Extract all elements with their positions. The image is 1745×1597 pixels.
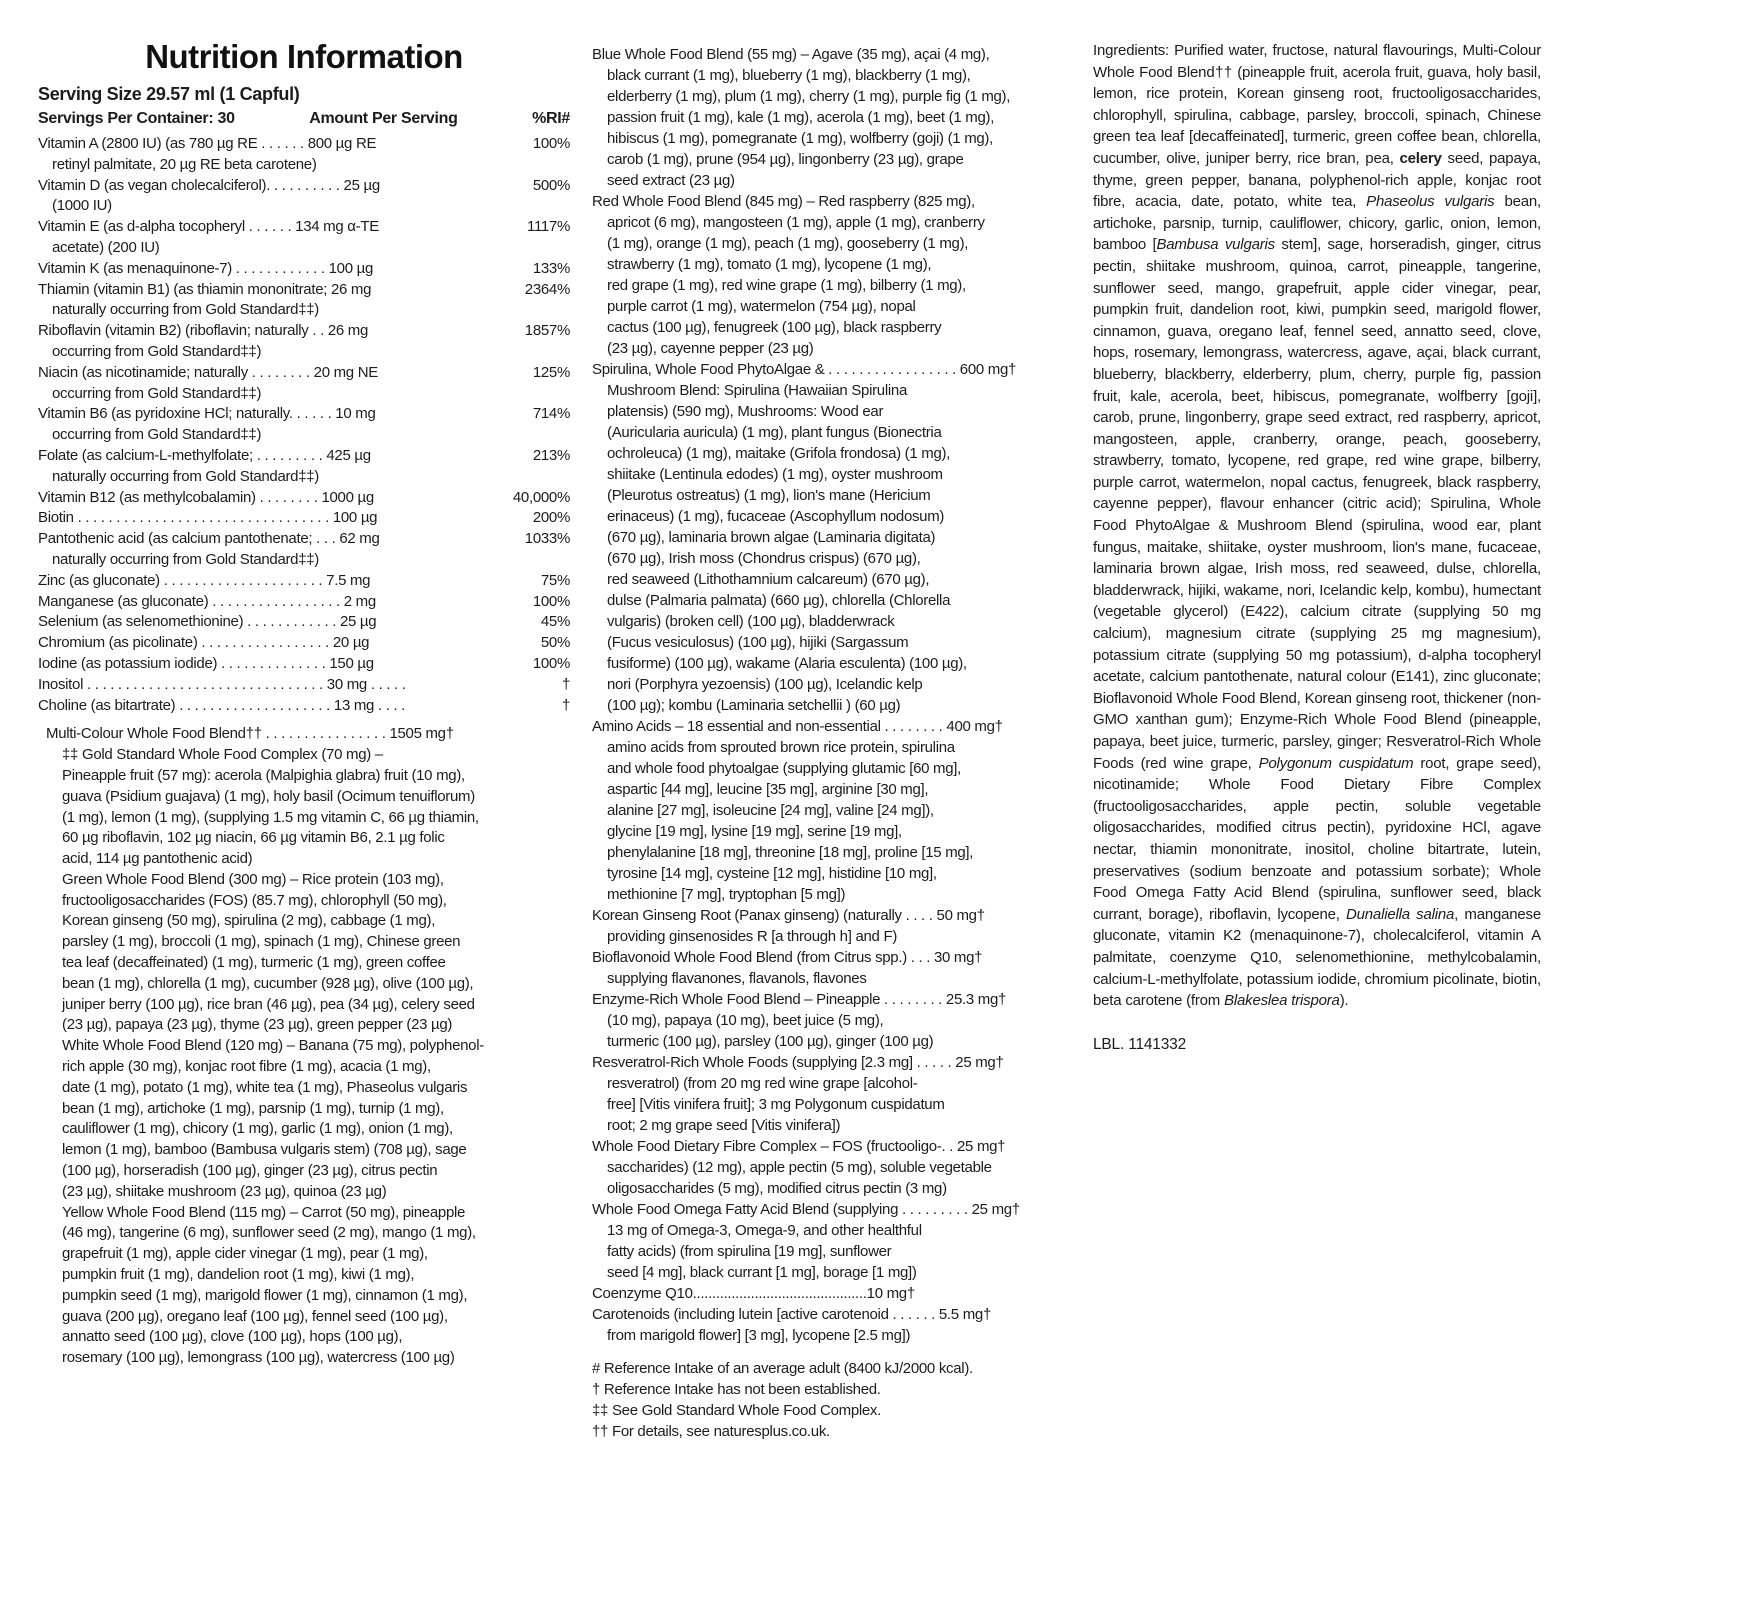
nutrient-text: naturally occurring from Gold Standard‡‡)	[52, 550, 320, 568]
nutrient-row	[38, 134, 570, 155]
ingredients-segment: Blakeslea trispora	[1224, 992, 1340, 1010]
blend-line: rosemary (100 µg), lemongrass (100 µg), watercress (100 µg)	[62, 1349, 455, 1367]
nutrient-row	[38, 280, 570, 301]
nutrient-text: occurring from Gold Standard‡‡)	[52, 342, 262, 360]
nutrient-text: Vitamin B6 (as pyridoxine HCl; naturally. . . . . . 10 mg	[38, 405, 376, 423]
ingredients-segment: , manganese gluconate, vitamin K2 (menaquinone-7), cholecalciferol, vitamin A palmitate, coenzyme Q10, selenomethionine, methylcobalamin, calcium-L-methylfolate, potassium iodide, chromium picolinate, biotin, beta carotene (from	[1093, 905, 1541, 1010]
blend-line: glycine [19 mg], lysine [19 mg], serine [19 mg],	[607, 823, 902, 840]
nutrient-row	[38, 550, 570, 571]
blend-line: tea leaf (decaffeinated) (1 mg), turmeric (1 mg), green coffee	[62, 954, 446, 972]
nutrient-ri-value: 714%	[532, 405, 570, 423]
page-title: Nutrition Information	[145, 38, 463, 75]
nutrient-text: Folate (as calcium-L-methylfolate; . . . . . . . . . 425 µg	[38, 446, 371, 464]
ingredients-segment: celery	[1399, 149, 1442, 167]
blend-line: (670 µg), Irish moss (Chondrus crispus) (670 µg),	[607, 550, 921, 567]
lbl-number: LBL. 1141332	[1093, 1035, 1186, 1053]
nutrient-text: occurring from Gold Standard‡‡)	[52, 384, 262, 402]
blend-line: Green Whole Food Blend (300 mg) – Rice protein (103 mg),	[62, 870, 444, 888]
nutrient-ri-value: †	[561, 696, 570, 714]
blend-line: from marigold flower] [3 mg], lycopene [2.5 mg])	[607, 1327, 911, 1344]
blend-line: Carotenoids (including lutein [active carotenoid . . . . . . 5.5 mg†	[592, 1306, 991, 1323]
blend-line: Resveratrol-Rich Whole Foods (supplying [2.3 mg] . . . . . 25 mg†	[592, 1054, 1004, 1071]
nutrient-row	[38, 446, 570, 467]
blend-line: # Reference Intake of an average adult (8400 kJ/2000 kcal).	[592, 1360, 973, 1377]
blend-line: methionine [7 mg], tryptophan [5 mg])	[607, 886, 846, 903]
nutrient-table	[38, 134, 570, 716]
blend-line: free] [Vitis vinifera fruit]; 3 mg Polygonum cuspidatum	[607, 1096, 945, 1113]
blend-line: black currant (1 mg), blueberry (1 mg), blackberry (1 mg),	[607, 67, 971, 84]
blend-line: (670 µg), laminaria brown algae (Laminaria digitata)	[607, 529, 936, 546]
nutrient-row	[38, 467, 570, 488]
blend-line: pumpkin seed (1 mg), marigold flower (1 mg), cinnamon (1 mg),	[62, 1286, 468, 1304]
blend-line: vulgaris) (broken cell) (100 µg), bladderwrack	[607, 613, 895, 630]
blend-line: strawberry (1 mg), tomato (1 mg), lycopene (1 mg),	[607, 256, 932, 273]
blend-line: bean (1 mg), artichoke (1 mg), parsnip (1 mg), turnip (1 mg),	[62, 1099, 444, 1117]
nutrition-facts-column	[38, 38, 570, 1369]
nutrient-text: Biotin . . . . . . . . . . . . . . . . . . . . . . . . . . . . . . . . . 100 µg	[38, 509, 378, 527]
blend-line: alanine [27 mg], isoleucine [24 mg], valine [24 mg]),	[607, 802, 934, 819]
nutrient-text: Riboflavin (vitamin B2) (riboflavin; naturally . . 26 mg	[38, 322, 369, 340]
blend-line: (1 mg), lemon (1 mg), (supplying 1.5 mg vitamin C, 66 µg thiamin,	[62, 808, 479, 826]
blend-line: red seaweed (Lithothamnium calcareum) (670 µg),	[607, 571, 930, 588]
blend-line: (Fucus vesiculosus) (100 µg), hijiki (Sargassum	[607, 634, 909, 651]
nutrient-text: Vitamin B12 (as methylcobalamin) . . . . . . . . 1000 µg	[38, 488, 374, 506]
nutrient-row	[38, 488, 570, 509]
blend-line: seed extract (23 µg)	[607, 172, 735, 189]
nutrient-text: Iodine (as potassium iodide) . . . . . . . . . . . . . . 150 µg	[38, 654, 374, 672]
ingredients-segment: seed, papaya, thyme, green pepper, banana, polyphenol-rich apple, konjac root fibre, acacia, date, potato, white tea,	[1093, 149, 1541, 211]
ri-header: %RI#	[532, 110, 570, 127]
nutrient-text: (1000 IU)	[52, 197, 112, 215]
blend-line: Enzyme-Rich Whole Food Blend – Pineapple . . . . . . . . 25.3 mg†	[592, 991, 1007, 1008]
blend-line: shiitake (Lentinula edodes) (1 mg), oyster mushroom	[607, 466, 943, 483]
nutrient-ri-value: 40,000%	[512, 488, 570, 506]
nutrient-row	[38, 300, 570, 321]
nutrient-row	[38, 571, 570, 592]
blend-line: † Reference Intake has not been established.	[592, 1381, 881, 1398]
blend-line: hibiscus (1 mg), pomegranate (1 mg), wolfberry (goji) (1 mg),	[607, 130, 993, 147]
blend-line: Spirulina, Whole Food PhytoAlgae & . . . . . . . . . . . . . . . . . 600 mg†	[592, 361, 1017, 378]
nutrient-ri-value: 213%	[532, 446, 570, 464]
nutrient-text: Manganese (as gluconate) . . . . . . . . . . . . . . . . . 2 mg	[38, 592, 376, 610]
blend-line: dulse (Palmaria palmata) (660 µg), chlorella (Chlorella	[607, 592, 951, 609]
blend-line: root; 2 mg grape seed [Vitis vinifera])	[607, 1117, 841, 1134]
table-header	[38, 110, 570, 128]
ingredients-paragraph	[1093, 40, 1541, 1012]
nutrient-ri-value: 133%	[532, 259, 570, 277]
nutrient-ri-value: 45%	[540, 613, 570, 631]
blend-line: lemon (1 mg), bamboo (Bambusa vulgaris stem) (708 µg), sage	[62, 1141, 467, 1159]
blend-line: saccharides) (12 mg), apple pectin (5 mg), soluble vegetable	[607, 1159, 992, 1176]
blend-line: Pineapple fruit (57 mg): acerola (Malpighia glabra) fruit (10 mg),	[62, 766, 465, 784]
blend-line: rich apple (30 mg), konjac root fibre (1 mg), acacia (1 mg),	[62, 1058, 431, 1076]
nutrient-row	[38, 363, 570, 384]
nutrient-row	[38, 508, 570, 529]
blend-line: cactus (100 µg), fenugreek (100 µg), black raspberry	[607, 319, 942, 336]
blend-line: parsley (1 mg), broccoli (1 mg), spinach (1 mg), Chinese green	[62, 933, 461, 951]
blend-line: date (1 mg), potato (1 mg), white tea (1 mg), Phaseolus vulgaris	[62, 1078, 468, 1096]
blend-line: juniper berry (100 µg), rice bran (46 µg), pea (34 µg), celery seed	[62, 995, 475, 1013]
blend-line: aspartic [44 mg], leucine [35 mg], arginine [30 mg],	[607, 781, 929, 798]
amount-per-serving-header: Amount Per Serving	[309, 110, 458, 127]
nutrient-text: Choline (as bitartrate) . . . . . . . . . . . . . . . . . . . . 13 mg . . . .	[38, 696, 406, 714]
blend-line: fusiforme) (100 µg), wakame (Alaria esculenta) (100 µg),	[607, 655, 967, 672]
blend-line: platensis) (590 mg), Mushrooms: Wood ear	[607, 403, 884, 420]
blend-line: seed [4 mg], black currant [1 mg], borage [1 mg])	[607, 1264, 917, 1281]
blend-line: and whole food phytoalgae (supplying glutamic [60 mg],	[607, 760, 962, 777]
blend-line: ochroleuca) (1 mg), maitake (Grifola frondosa) (1 mg),	[607, 445, 951, 462]
blend-line: (10 mg), papaya (10 mg), beet juice (5 mg),	[607, 1012, 884, 1029]
nutrient-ri-value: 200%	[532, 509, 570, 527]
nutrient-row	[38, 696, 570, 717]
blend-line: Multi-Colour Whole Food Blend†† . . . . . . . . . . . . . . . . 1505 mg†	[46, 725, 454, 743]
blend-line: (100 µg); kombu (Laminaria setchellii ) (60 µg)	[607, 697, 901, 714]
blend-line: supplying flavanones, flavanols, flavones	[607, 970, 867, 987]
blend-line: oligosaccharides (5 mg), modified citrus pectin (3 mg)	[607, 1180, 947, 1197]
nutrient-row	[38, 633, 570, 654]
nutrient-text: Vitamin A (2800 IU) (as 780 µg RE . . . . . . 800 µg RE	[38, 135, 377, 152]
nutrient-text: Vitamin K (as menaquinone-7) . . . . . . . . . . . . 100 µg	[38, 259, 373, 277]
ingredients-segment: Phaseolus vulgaris	[1366, 193, 1495, 211]
blend-line: Blue Whole Food Blend (55 mg) – Agave (35 mg), açai (4 mg),	[592, 46, 990, 63]
blend-line: Yellow Whole Food Blend (115 mg) – Carrot (50 mg), pineapple	[62, 1203, 466, 1221]
blend-line: guava (200 µg), oregano leaf (100 µg), fennel seed (100 µg),	[62, 1307, 448, 1325]
nutrient-ri-value: 1033%	[524, 530, 570, 548]
blend-line: Coenzyme Q10.............................................10 mg†	[592, 1285, 915, 1302]
ingredients-segment: Polygonum cuspidatum	[1258, 754, 1414, 772]
serving-size: Serving Size 29.57 ml (1 Capful)	[38, 84, 300, 104]
blend-line: †† For details, see naturesplus.co.uk.	[592, 1423, 830, 1440]
ingredients-segment: stem], sage, horseradish, ginger, citrus pectin, shiitake mushroom, quinoa, carrot, pineapple, tangerine, sunflower seed, mango, grapefruit, apple cider vinegar, pear, pumpkin fruit, dandelion root, kiwi, pumpkin seed, marigold flower, cinnamon, guava, oregano leaf, fennel seed, annatto seed, clove, hops, rosemary, lemongrass, watercress, agave, açai, black currant, blueberry, blackberry, elderberry, plum, cherry, purple fig, passion fruit, kale, acerola, beet, hibiscus, pomegranate, wolfberry [goji], carob, prune, lingonberry, grape seed extract, red raspberry, apricot, mangosteen, apple, cranberry, orange, peach, gooseberry, strawberry, tomato, lycopene, red grape, red wine grape, bilberry, purple carrot, watermelon, nopal cactus, fenugreek, black raspberry, cayenne pepper), flavour enhancer (citric acid); Spirulina, Whole Food PhytoAlgae & Mushroom Blend (spirulina, wood ear, plant fungus, maitake, shiitake, oyster mushroom, lion's mane, fucaceae, laminaria brown algae, Irish moss, red seaweed, dulse, chlorella, bladderwrack, hijiki, wakame, nori, Icelandic kelp, kombu), humectant (vegetable glycerol) (E422), calcium citrate (supplying 50 mg calcium), magnesium citrate (supplying 25 mg magnesium), potassium citrate (supplying 50 mg potassium), d-alpha tocopheryl acetate, calcium pantothenate, natural colour (E141), zinc gluconate; Bioflavonoid Whole Food Blend, Korean ginseng root, thickener (non-GMO xanthan gum); Enzyme-Rich Whole Food Blend (pineapple, papaya, beet juice, turmeric, parsley, ginger; Resveratrol-Rich Whole Foods (red wine grape,	[1093, 236, 1541, 772]
blend-line: Red Whole Food Blend (845 mg) – Red raspberry (825 mg),	[592, 193, 975, 210]
nutrient-text: Zinc (as gluconate) . . . . . . . . . . . . . . . . . . . . . 7.5 mg	[38, 571, 371, 589]
blend-line: fatty acids) (from spirulina [19 mg], sunflower	[607, 1243, 892, 1260]
blend-line: (23 µg), cayenne pepper (23 µg)	[607, 340, 814, 357]
nutrient-text: retinyl palmitate, 20 µg RE beta carotene)	[52, 155, 317, 173]
nutrient-text: Pantothenic acid (as calcium pantothenate; . . . 62 mg	[38, 530, 380, 548]
nutrient-text: Inositol . . . . . . . . . . . . . . . . . . . . . . . . . . . . . . . 30 mg . . . . .	[38, 675, 406, 693]
blend-line: tyrosine [14 mg], cysteine [12 mg], histidine [10 mg],	[607, 865, 937, 882]
blend-line: fructooligosaccharides (FOS) (85.7 mg), chlorophyll (50 mg),	[62, 891, 447, 909]
blend-line: pumpkin fruit (1 mg), dandelion root (1 mg), kiwi (1 mg),	[62, 1266, 415, 1284]
blend-line: annatto seed (100 µg), clove (100 µg), hops (100 µg),	[62, 1328, 403, 1346]
nutrient-row	[38, 654, 570, 675]
ingredients-segment: Bambusa vulgaris	[1156, 236, 1275, 254]
blend-line: Whole Food Dietary Fibre Complex – FOS (fructooligo-. . 25 mg†	[592, 1138, 1006, 1155]
blend-line: guava (Psidium guajava) (1 mg), holy basil (Ocimum tenuiflorum)	[62, 787, 475, 805]
blend-line: passion fruit (1 mg), kale (1 mg), acerola (1 mg), beet (1 mg),	[607, 109, 995, 126]
nutrient-ri-value: 100%	[532, 135, 570, 152]
nutrient-row	[38, 529, 570, 550]
servings-per-container: Servings Per Container: 30	[38, 110, 235, 127]
blend-line: turmeric (100 µg), parsley (100 µg), ginger (100 µg)	[607, 1033, 934, 1050]
blend-line: resveratrol) (from 20 mg red wine grape [alcohol-	[607, 1075, 918, 1092]
blend-line: (Pleurotus ostreatus) (1 mg), lion's mane (Hericium	[607, 487, 931, 504]
ingredients-column	[1093, 40, 1541, 1054]
nutrient-row	[38, 342, 570, 363]
blend-line: apricot (6 mg), mangosteen (1 mg), apple (1 mg), cranberry	[607, 214, 985, 231]
blend-line: acid, 114 µg pantothenic acid)	[62, 850, 253, 868]
nutrient-text: Vitamin D (as vegan cholecalciferol). . . . . . . . . . 25 µg	[38, 176, 380, 194]
nutrient-text: naturally occurring from Gold Standard‡‡)	[52, 467, 320, 485]
nutrient-row	[38, 155, 570, 176]
nutrient-ri-value: 100%	[532, 592, 570, 610]
blend-line: Korean ginseng (50 mg), spirulina (2 mg), cabbage (1 mg),	[62, 912, 436, 930]
nutrient-text: Vitamin E (as d-alpha tocopheryl . . . . . . 134 mg α-TE	[38, 218, 379, 236]
blend-line: 60 µg riboflavin, 102 µg niacin, 66 µg vitamin B6, 2.1 µg folic	[62, 829, 445, 847]
ingredients-segment: Ingredients: Purified water, fructose, natural flavourings, Multi-Colour Whole Food Blend†† (pineapple fruit, acerola fruit, guava, holy basil, lemon, rice protein, Korean ginseng root, fructooligosaccharides, chlorophyll, spirulina, cabbage, parsley, broccoli, spinach, Chinese green tea leaf [decaffeinated], turmeric, green coffee bean, chlorella, cucumber, olive, juniper berry, rice bran, pea,	[1093, 42, 1541, 167]
nutrient-row	[38, 384, 570, 405]
blend-line: ‡‡ See Gold Standard Whole Food Complex.	[592, 1402, 882, 1419]
nutrient-text: Thiamin (vitamin B1) (as thiamin mononitrate; 26 mg	[38, 280, 372, 298]
blend-line: Mushroom Blend: Spirulina (Hawaiian Spirulina	[607, 382, 907, 399]
nutrient-ri-value: 2364%	[524, 280, 570, 298]
nutrient-row	[38, 217, 570, 238]
nutrient-text: Selenium (as selenomethionine) . . . . . . . . . . . . 25 µg	[38, 613, 377, 631]
blend-line: White Whole Food Blend (120 mg) – Banana (75 mg), polyphenol-	[62, 1037, 484, 1055]
nutrient-text: Chromium (as picolinate) . . . . . . . . . . . . . . . . . 20 µg	[38, 634, 370, 652]
blend-line: 13 mg of Omega-3, Omega-9, and other healthful	[607, 1222, 922, 1239]
blend-line: Bioflavonoid Whole Food Blend (from Citrus spp.) . . . 30 mg†	[592, 949, 983, 966]
blend-line: (1 mg), orange (1 mg), peach (1 mg), gooseberry (1 mg),	[607, 235, 969, 252]
nutrient-text: Niacin (as nicotinamide; naturally . . . . . . . . 20 mg NE	[38, 363, 378, 381]
multi-colour-blend-section	[38, 724, 570, 1369]
nutrient-ri-value: 50%	[540, 634, 570, 652]
blend-line: Korean Ginseng Root (Panax ginseng) (naturally . . . . 50 mg†	[592, 907, 985, 924]
nutrient-text: naturally occurring from Gold Standard‡‡)	[52, 301, 320, 319]
blend-line: Amino Acids – 18 essential and non-essential . . . . . . . . 400 mg†	[592, 718, 1003, 735]
blend-details-column	[592, 44, 1080, 1442]
nutrient-row	[38, 259, 570, 280]
blend-line: elderberry (1 mg), plum (1 mg), cherry (1 mg), purple fig (1 mg),	[607, 88, 1011, 105]
blend-line: cauliflower (1 mg), chicory (1 mg), garlic (1 mg), onion (1 mg),	[62, 1120, 453, 1138]
nutrient-ri-value: 100%	[532, 654, 570, 672]
ingredients-segment: Dunaliella salina	[1346, 905, 1455, 923]
blend-line: (23 µg), shiitake mushroom (23 µg), quinoa (23 µg)	[62, 1182, 387, 1200]
blend-line: purple carrot (1 mg), watermelon (754 µg), nopal	[607, 298, 916, 315]
nutrient-row	[38, 612, 570, 633]
blend-line: red grape (1 mg), red wine grape (1 mg), bilberry (1 mg),	[607, 277, 966, 294]
nutrient-row	[38, 176, 570, 197]
nutrient-row	[38, 425, 570, 446]
nutrient-ri-value: †	[561, 675, 570, 693]
blend-line: erinaceus) (1 mg), fucaceae (Ascophyllum nodosum)	[607, 508, 945, 525]
blend-line: (100 µg), horseradish (100 µg), ginger (23 µg), citrus pectin	[62, 1162, 438, 1180]
nutrient-ri-value: 125%	[532, 363, 570, 381]
nutrient-ri-value: 1117%	[527, 218, 570, 236]
nutrient-row	[38, 675, 570, 696]
blend-line: bean (1 mg), chlorella (1 mg), cucumber (928 µg), olive (100 µg),	[62, 974, 474, 992]
nutrient-ri-value: 500%	[532, 176, 570, 194]
nutrient-text: acetate) (200 IU)	[52, 238, 160, 256]
ingredients-segment: ).	[1339, 992, 1349, 1010]
nutrient-ri-value: 75%	[540, 571, 570, 589]
blend-line: grapefruit (1 mg), apple cider vinegar (1 mg), pear (1 mg),	[62, 1245, 428, 1263]
blend-line: phenylalanine [18 mg], threonine [18 mg], proline [15 mg],	[607, 844, 974, 861]
blend-line: (46 mg), tangerine (6 mg), sunflower seed (2 mg), mango (1 mg),	[62, 1224, 476, 1242]
blend-line: providing ginsenosides R [a through h] and F)	[607, 928, 898, 945]
nutrient-row	[38, 404, 570, 425]
nutrient-row	[38, 196, 570, 217]
ingredients-segment: root, grape seed), nicotinamide; Whole Food Dietary Fibre Complex (fructooligosaccharides, apple pectin, soluble vegetable oligosaccharides, modified citrus pectin), pyridoxine HCl, agave nectar, thiamin mononitrate, inositol, choline bitartrate, lutein, preservatives (sodium benzoate and potassium sorbate); Whole Food Omega Fatty Acid Blend (spirulina, sunflower seed, black currant, borage), riboflavin, lycopene,	[1093, 754, 1541, 923]
nutrient-ri-value: 1857%	[524, 322, 570, 340]
blend-line: amino acids from sprouted brown rice protein, spirulina	[607, 739, 955, 756]
blend-line: nori (Porphyra yezoensis) (100 µg), Icelandic kelp	[607, 676, 923, 693]
nutrient-row	[38, 238, 570, 259]
nutrient-row	[38, 592, 570, 613]
blend-line: (Auricularia auricula) (1 mg), plant fungus (Bionectria	[607, 424, 942, 441]
blend-line: carob (1 mg), prune (954 µg), lingonberry (23 µg), grape	[607, 151, 964, 168]
blend-line: Whole Food Omega Fatty Acid Blend (supplying . . . . . . . . . 25 mg†	[592, 1201, 1020, 1218]
nutrient-row	[38, 321, 570, 342]
blend-line: (23 µg), papaya (23 µg), thyme (23 µg), green pepper (23 µg)	[62, 1016, 453, 1034]
ingredients-segment: bean, artichoke, parsnip, turnip, cauliflower, chicory, garlic, onion, lemon, bamboo [	[1093, 193, 1541, 254]
nutrient-text: occurring from Gold Standard‡‡)	[52, 426, 262, 444]
blend-line: ‡‡ Gold Standard Whole Food Complex (70 mg) –	[62, 746, 383, 764]
